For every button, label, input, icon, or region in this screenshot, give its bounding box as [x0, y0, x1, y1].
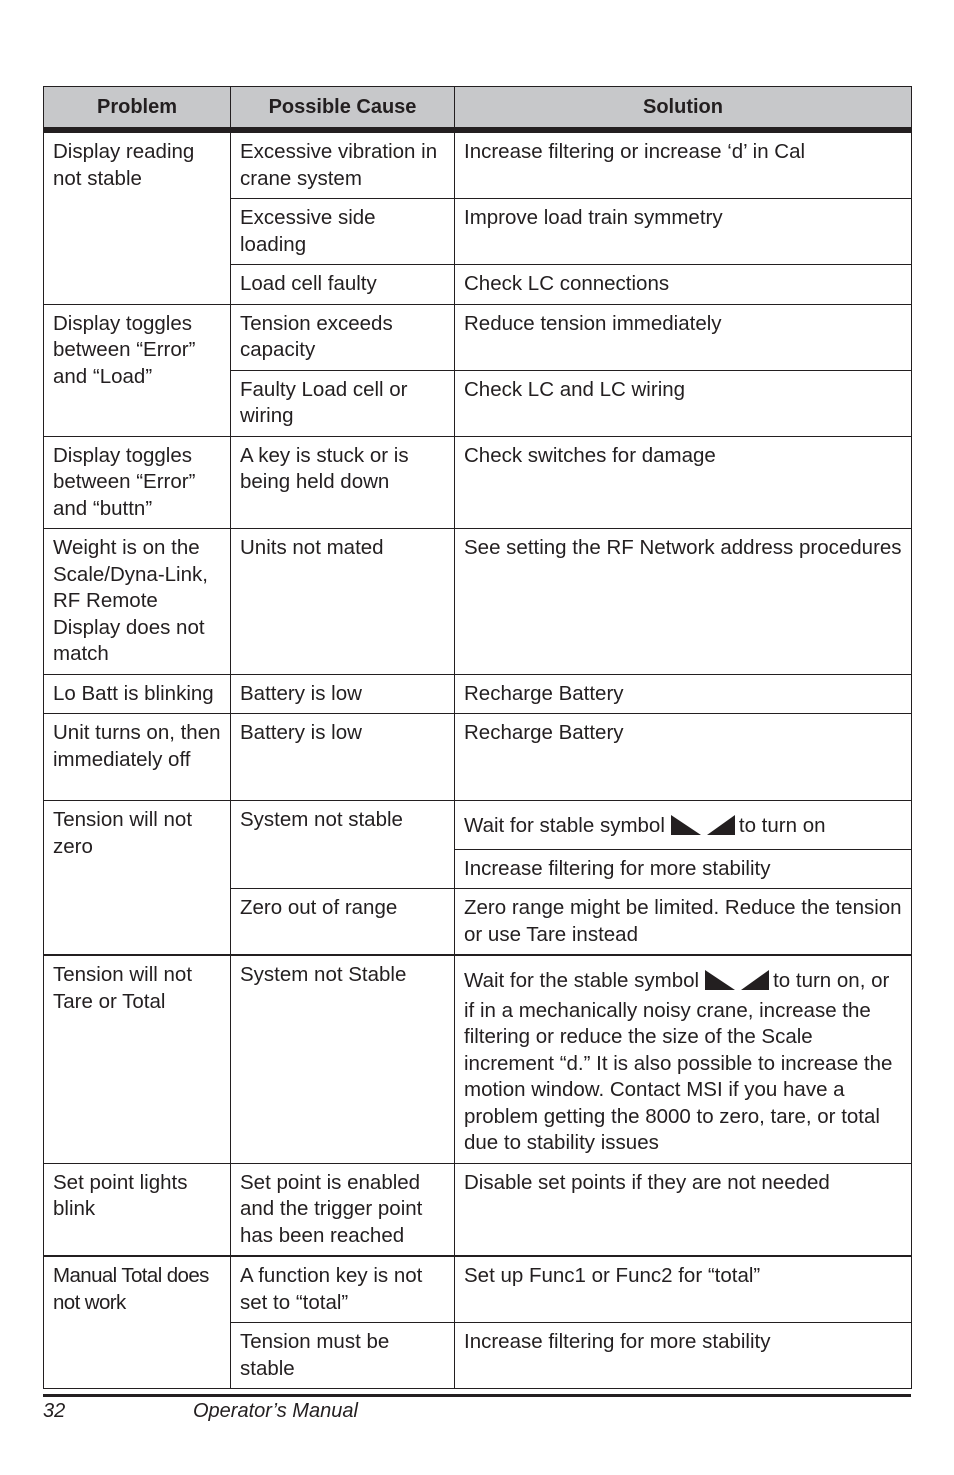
cause-cell: A function key is not set to “total” — [231, 1256, 455, 1323]
problem-cell: Display reading not stable — [44, 130, 231, 304]
solution-cell: Improve load train symmetry — [455, 199, 912, 265]
footer-rule — [43, 1394, 911, 1397]
cause-cell: Units not mated — [231, 529, 455, 675]
problem-cell: Weight is on the Scale/Dyna-Link, RF Remote Display does not match — [44, 529, 231, 675]
problem-cell: Set point lights blink — [44, 1163, 231, 1256]
cause-cell: Excessive side loading — [231, 199, 455, 265]
manual-title: Operator’s Manual — [193, 1400, 358, 1422]
cause-cell: Load cell faulty — [231, 265, 455, 305]
header-solution: Solution — [455, 87, 912, 131]
stable-symbol-icon — [705, 970, 769, 998]
solution-text-after: to turn on, or if in a mechanically noisy crane, increase the filtering or reduce the size of the Scale increment “d.” It is also possible to increase the motion window. Contact MSI if you have a problem getting the 8000 to zero, tare, or total due to stability issues — [464, 969, 893, 1154]
problem-cell: Display toggles between “Error” and “Load” — [44, 304, 231, 436]
table-row — [44, 955, 912, 1163]
header-problem: Problem — [44, 87, 231, 131]
table-row — [44, 436, 912, 529]
solution-cell: Increase filtering for more stability — [455, 849, 912, 889]
solution-cell: Increase filtering for more stability — [455, 1323, 912, 1389]
table-row — [44, 304, 912, 370]
problem-cell: Tension will not Tare or Total — [44, 955, 231, 1163]
problem-cell: Display toggles between “Error” and “buttn” — [44, 436, 231, 529]
solution-cell: Check LC connections — [455, 265, 912, 305]
table-row — [44, 529, 912, 675]
troubleshooting-table — [43, 86, 912, 1389]
table-row — [44, 674, 912, 714]
solution-text-after: to turn on — [738, 814, 826, 837]
solution-cell: Disable set points if they are not needed — [455, 1163, 912, 1256]
cause-cell: A key is stuck or is being held down — [231, 436, 455, 529]
table-row — [44, 801, 912, 850]
cause-cell: Faulty Load cell or wiring — [231, 370, 455, 436]
header-row — [44, 87, 912, 131]
cause-cell: Battery is low — [231, 674, 455, 714]
cause-cell: System not Stable — [231, 955, 455, 1163]
table-row — [44, 1163, 912, 1256]
solution-cell: Set up Func1 or Func2 for “total” — [455, 1256, 912, 1323]
cause-cell: System not stable — [231, 801, 455, 889]
solution-cell: Recharge Battery — [455, 714, 912, 801]
table-row — [44, 714, 912, 801]
table-row — [44, 130, 912, 199]
header-possible-cause: Possible Cause — [231, 87, 455, 131]
solution-cell: Increase filtering or increase ‘d’ in Cal — [455, 130, 912, 199]
problem-cell: Lo Batt is blinking — [44, 674, 231, 714]
table-row — [44, 1256, 912, 1323]
cause-cell: Excessive vibration in crane system — [231, 130, 455, 199]
stable-symbol-icon — [671, 815, 735, 843]
solution-text-before: Wait for the stable symbol — [464, 969, 700, 992]
solution-cell: Check LC and LC wiring — [455, 370, 912, 436]
solution-cell — [455, 801, 912, 850]
solution-cell: See setting the RF Network address procedures — [455, 529, 912, 675]
problem-cell: Tension will not zero — [44, 801, 231, 956]
cause-cell: Battery is low — [231, 714, 455, 801]
page-number: 32 — [43, 1400, 66, 1422]
cause-cell: Tension exceeds capacity — [231, 304, 455, 370]
solution-cell: Recharge Battery — [455, 674, 912, 714]
solution-cell — [455, 955, 912, 1163]
solution-cell: Reduce tension immediately — [455, 304, 912, 370]
cause-cell: Tension must be stable — [231, 1323, 455, 1389]
solution-cell: Zero range might be limited. Reduce the tension or use Tare instead — [455, 889, 912, 956]
solution-text-before: Wait for stable symbol — [464, 814, 665, 837]
solution-cell: Check switches for damage — [455, 436, 912, 529]
problem-cell: Unit turns on, then immediately off — [44, 714, 231, 801]
cause-cell: Zero out of range — [231, 889, 455, 956]
cause-cell: Set point is enabled and the trigger point has been reached — [231, 1163, 455, 1256]
problem-cell: Manual Total does not work — [44, 1256, 231, 1389]
